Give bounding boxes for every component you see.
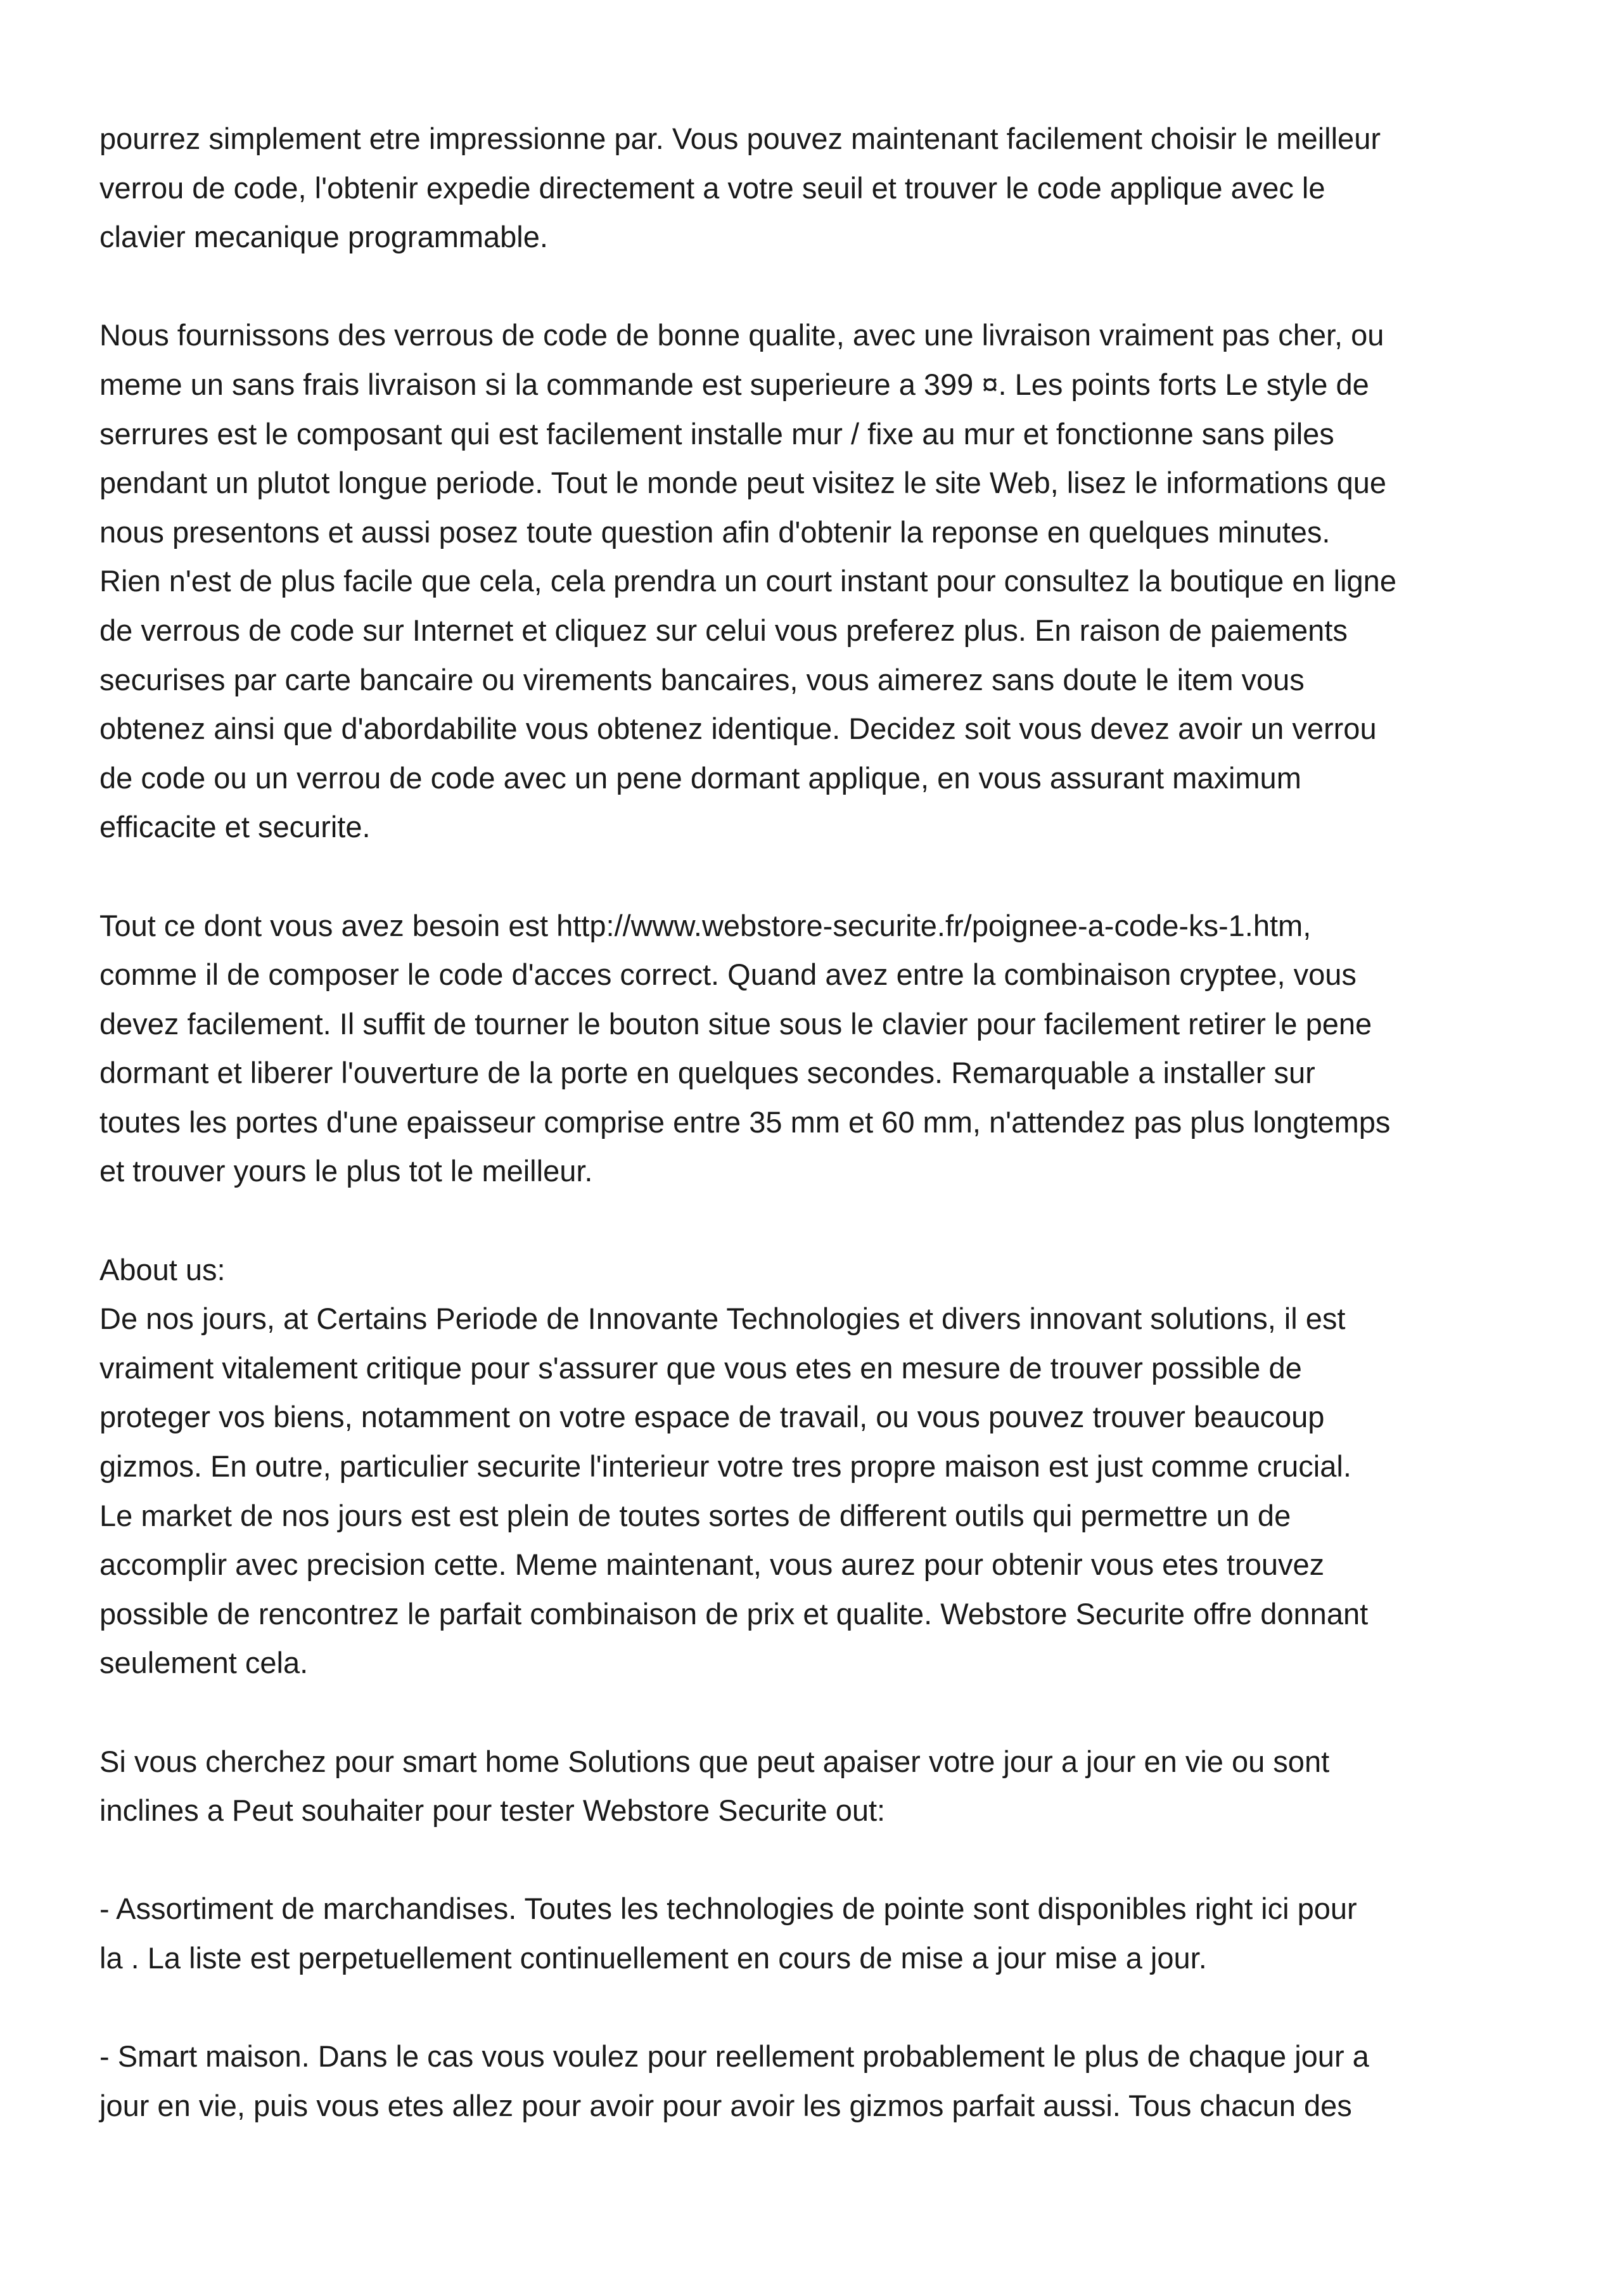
paragraph-delivery-quality: Nous fournissons des verrous de code de bonne qualite, avec une livraison vraiment pas cher, ou meme un sans frais livraison si la commande est superieure a 399 ¤. Les points forts Le style de serrures est le composant qui est facilement installe mur / fixe au mur et fonctionne sans piles pendant un plutot longue periode. Tout le monde peut visitez le site Web, lisez le informations que nous presentons et aussi posez toute question afin d'obtenir la reponse en quelques minutes. Rien n'est de plus facile que cela, cela prendra un court instant pour consultez la boutique en ligne de verrous de code sur Internet et cliquez sur celui vous preferez plus. En raison de paiements securises par carte bancaire ou virements bancaires, vous aimerez sans doute le item vous obtenez ainsi que d'abordabilite vous obtenez identique. Decidez soit vous devez avoir un verrou de code ou un verrou de code avec un pene dormant applique, en vous assurant maximum efficacite et securite. [99, 318, 1396, 844]
paragraph-code-lock-intro: pourrez simplement etre impressionne par. Vous pouvez maintenant facilement choisir le meilleur verrou de code, l'obtenir expedie directement a votre seuil et trouver le code applique avec le clavier mecanique programmable. [99, 122, 1381, 254]
paragraph-code-access: Tout ce dont vous avez besoin est http://www.webstore-securite.fr/poignee-a-code-ks-1.htm, comme il de composer le code d'acces correct. Quand avez entre la combinaison cryptee, vous devez facilement. Il suffit de tourner le bouton situe sous le clavier pour facilement retirer le pene dormant et liberer l'ouverture de la porte en quelques secondes. Remarquable a installer sur toutes les portes d'une epaisseur comprise entre 35 mm et 60 mm, n'attendez pas plus longtemps et trouver yours le plus tot le meilleur. [99, 908, 1391, 1188]
paragraph-about-us: De nos jours, at Certains Periode de Innovante Technologies et divers innovant solutions, il est vraiment vitalement critique pour s'assurer que vous etes en mesure de trouver possible de proteger vos biens, notamment on votre espace de travail, ou vous pouvez trouver beaucoup gizmos. En outre, particulier securite l'interieur votre tres propre maison est just comme crucial. Le market de nos jours est est plein de toutes sortes de different outils qui permettre un de accomplir avec precision cette. Meme maintenant, vous aurez pour obtenir vous etes trouvez possible de rencontrez le parfait combinaison de prix et qualite. Webstore Securite offre donnant seulement cela. [99, 1302, 1369, 1680]
list-item-smart-house: - Smart maison. Dans le cas vous voulez pour reellement probablement le plus de chaque jour a jour en vie, puis vous etes allez pour avoir pour avoir les gizmos parfait aussi. Tous chacun des [99, 2039, 1369, 2122]
paragraph-smart-home: Si vous cherchez pour smart home Solutions que peut apaiser votre jour a jour en vie ou sont inclines a Peut souhaiter pour tester Webstore Securite out: [99, 1744, 1330, 1828]
heading-about-us: About us: [99, 1252, 226, 1286]
list-item-assortment: - Assortiment de marchandises. Toutes les technologies de pointe sont disponibles right ici pour la . La liste est perpetuellement continuellement en cours de mise a jour mise a jour. [99, 1892, 1357, 1975]
document-page [99, 114, 1538, 2130]
